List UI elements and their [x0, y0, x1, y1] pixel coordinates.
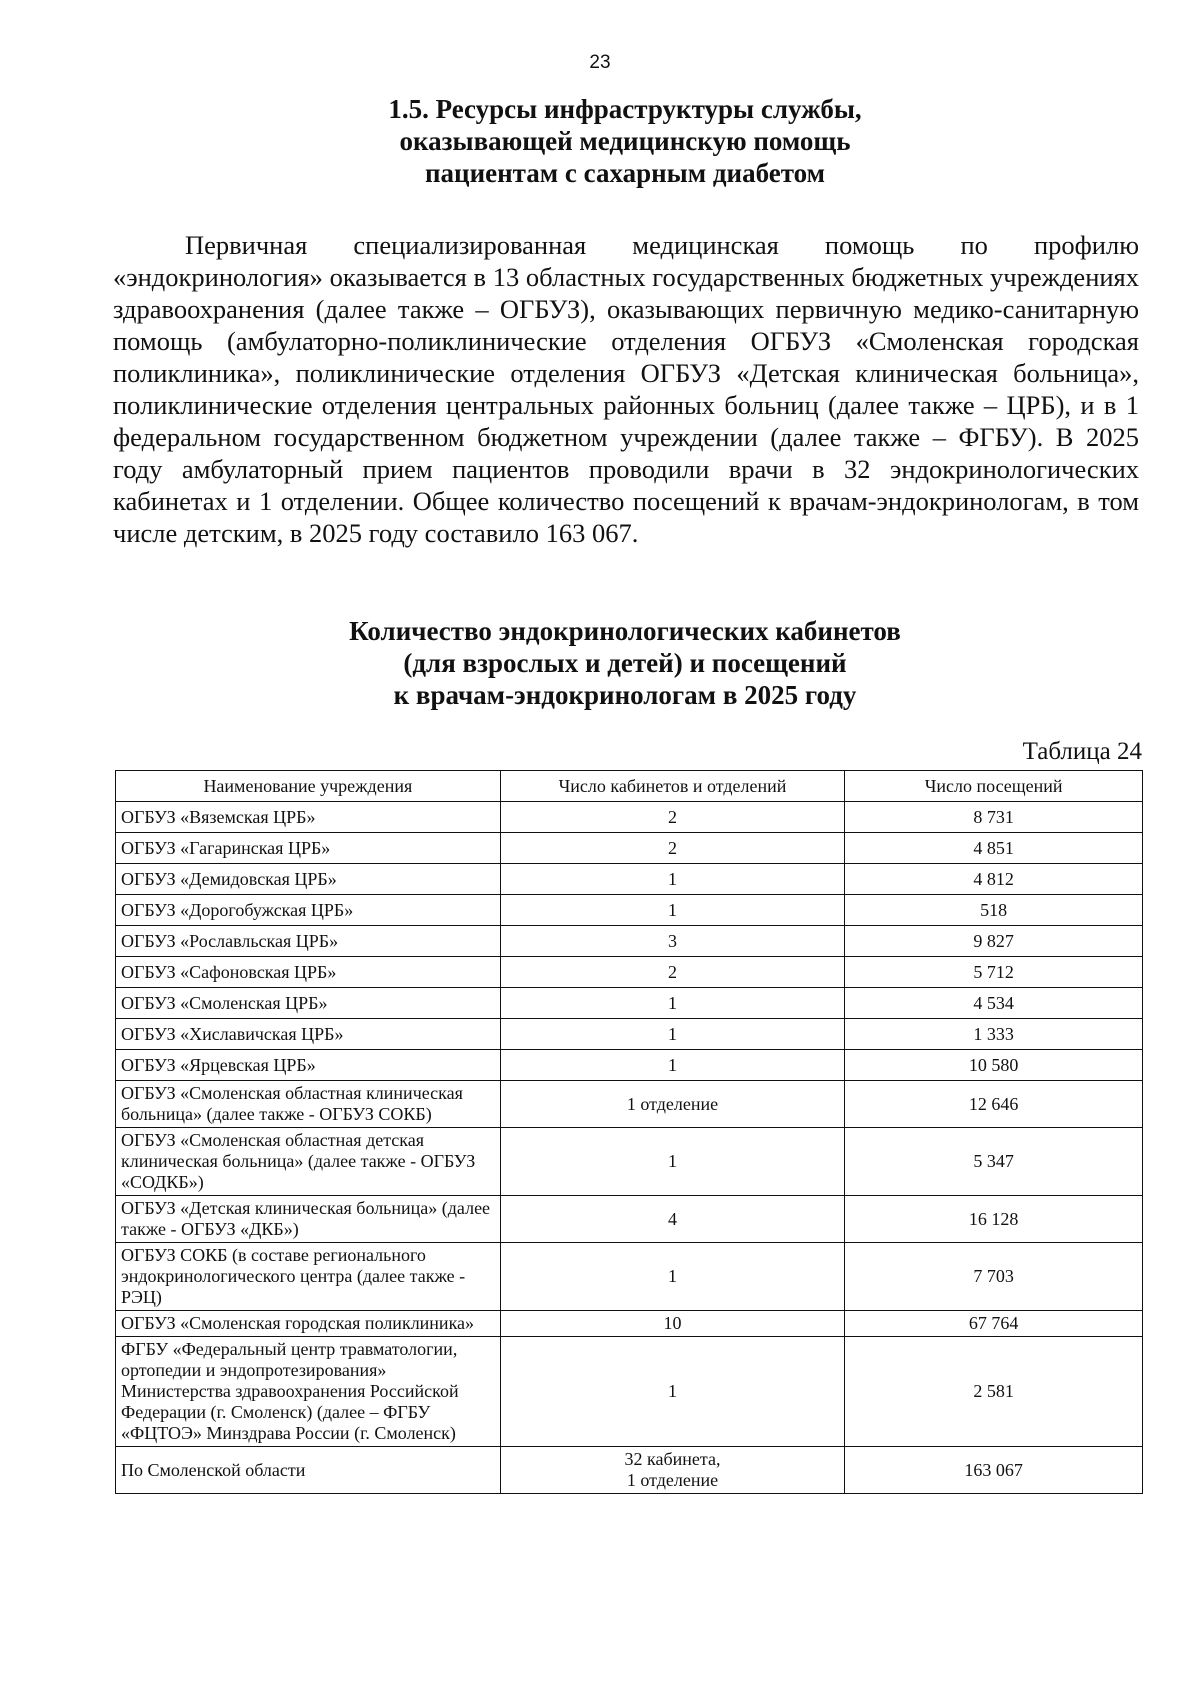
- body-paragraph: Первичная специализированная медицинская помощь по профилю «эндокринология» оказывается в 13 областных государственных бюджетных учреждениях здравоохранения (далее также – ОГБУЗ), оказывающих первичную медико-санитарную помощь (амбулаторно-поликлинические отделения ОГБУЗ «Смоленская городская поликлиника», поликлинические отделения ОГБУЗ «Детская клиническая больница», поликлинические отделения центральных районных больниц (далее также – ЦРБ), и в 1 федеральном государственном бюджетном учреждении (далее также – ФГБУ). В 2025 году амбулаторный прием пациентов проводили врачи в 32 эндокринологических кабинетах и 1 отделении. Общее количество посещений к врачам-эндокринологам, в том числе детским, в 2025 году составило 163 067.: [113, 230, 1139, 548]
- visits-count: 8 731: [845, 802, 1143, 833]
- table-header-row: [116, 771, 1143, 802]
- institution-name: ОГБУЗ «Смоленская областная клиническая больница» (далее также - ОГБУЗ СОКБ): [116, 1081, 501, 1128]
- institution-name: ОГБУЗ «Смоленская городская поликлиника»: [116, 1311, 501, 1337]
- institution-name: ОГБУЗ «Рославльская ЦРБ»: [116, 926, 501, 957]
- total-visits: 163 067: [845, 1447, 1143, 1494]
- total-label: По Смоленской области: [116, 1447, 501, 1494]
- institution-name: ОГБУЗ «Вяземская ЦРБ»: [116, 802, 501, 833]
- total-rooms: [500, 1447, 845, 1494]
- page-number: 23: [589, 52, 611, 73]
- header-rooms: Число кабинетов и отделений: [500, 771, 845, 802]
- table-label: Таблица 24: [1022, 738, 1142, 765]
- table-title-line-2: (для взрослых и детей) и посещений: [403, 648, 847, 678]
- table-title-line-3: к врачам-эндокринологам в 2025 году: [393, 680, 857, 710]
- table-row: [116, 1050, 1143, 1081]
- institution-name: ОГБУЗ «Демидовская ЦРБ»: [116, 864, 501, 895]
- section-title: [150, 93, 1100, 189]
- table-row: [116, 895, 1143, 926]
- table-row: [116, 1128, 1143, 1196]
- table-title: [150, 615, 1100, 711]
- visits-count: 5 712: [845, 957, 1143, 988]
- table-row: [116, 957, 1143, 988]
- visits-count: 16 128: [845, 1196, 1143, 1243]
- table-row: [116, 802, 1143, 833]
- visits-count: 2 581: [845, 1337, 1143, 1447]
- section-title-line-1: 1.5. Ресурсы инфраструктуры службы,: [388, 94, 862, 124]
- visits-count: 10 580: [845, 1050, 1143, 1081]
- table-row: [116, 1311, 1143, 1337]
- rooms-count: 10: [500, 1311, 845, 1337]
- institution-name: ОГБУЗ «Смоленская областная детская клиническая больница» (далее также - ОГБУЗ «СОДКБ»): [116, 1128, 501, 1196]
- rooms-count: 1: [500, 1337, 845, 1447]
- institution-name: ОГБУЗ СОКБ (в составе регионального эндокринологического центра (далее также - РЭЦ): [116, 1243, 501, 1311]
- rooms-count: 1: [500, 1050, 845, 1081]
- rooms-count: 1: [500, 1128, 845, 1196]
- total-rooms-line-2: 1 отделение: [626, 1470, 719, 1490]
- institution-name: ОГБУЗ «Сафоновская ЦРБ»: [116, 957, 501, 988]
- data-table: [115, 770, 1143, 1494]
- table-total-row: [116, 1447, 1143, 1494]
- rooms-count: 1: [500, 988, 845, 1019]
- visits-count: 4 812: [845, 864, 1143, 895]
- rooms-count: 1: [500, 1243, 845, 1311]
- institution-name: ОГБУЗ «Дорогобужская ЦРБ»: [116, 895, 501, 926]
- institution-name: ОГБУЗ «Гагаринская ЦРБ»: [116, 833, 501, 864]
- visits-count: 67 764: [845, 1311, 1143, 1337]
- visits-count: 12 646: [845, 1081, 1143, 1128]
- header-institution: Наименование учреждения: [116, 771, 501, 802]
- visits-count: 1 333: [845, 1019, 1143, 1050]
- institution-name: ФГБУ «Федеральный центр травматологии, ортопедии и эндопротезирования» Министерства здравоохранения Российской Федерации (г. Смоленск) (далее – ФГБУ «ФЦТОЭ» Минздрава России (г. Смоленск): [116, 1337, 501, 1447]
- table-row: [116, 1081, 1143, 1128]
- table-row: [116, 1337, 1143, 1447]
- visits-count: 4 534: [845, 988, 1143, 1019]
- table-row: [116, 926, 1143, 957]
- table-row: [116, 1019, 1143, 1050]
- section-title-line-3: пациентам с сахарным диабетом: [424, 158, 826, 188]
- table-row: [116, 833, 1143, 864]
- rooms-count: 4: [500, 1196, 845, 1243]
- section-title-line-2: оказывающей медицинскую помощь: [399, 126, 851, 156]
- table-row: [116, 988, 1143, 1019]
- visits-count: 7 703: [845, 1243, 1143, 1311]
- table-row: [116, 1196, 1143, 1243]
- rooms-count: 2: [500, 957, 845, 988]
- rooms-count: 1: [500, 895, 845, 926]
- institution-name: ОГБУЗ «Ярцевская ЦРБ»: [116, 1050, 501, 1081]
- institution-name: ОГБУЗ «Смоленская ЦРБ»: [116, 988, 501, 1019]
- rooms-count: 1: [500, 1019, 845, 1050]
- rooms-count: 2: [500, 802, 845, 833]
- visits-count: 4 851: [845, 833, 1143, 864]
- table-row: [116, 864, 1143, 895]
- institution-name: ОГБУЗ «Детская клиническая больница» (далее также - ОГБУЗ «ДКБ»): [116, 1196, 501, 1243]
- visits-count: 5 347: [845, 1128, 1143, 1196]
- rooms-count: 1: [500, 864, 845, 895]
- total-rooms-line-1: 32 кабинета,: [624, 1449, 721, 1469]
- visits-count: 518: [845, 895, 1143, 926]
- header-visits: Число посещений: [845, 771, 1143, 802]
- rooms-count: 1 отделение: [500, 1081, 845, 1128]
- table-title-line-1: Количество эндокринологических кабинетов: [349, 616, 901, 646]
- visits-count: 9 827: [845, 926, 1143, 957]
- institution-name: ОГБУЗ «Хиславичская ЦРБ»: [116, 1019, 501, 1050]
- rooms-count: 3: [500, 926, 845, 957]
- rooms-count: 2: [500, 833, 845, 864]
- table-row: [116, 1243, 1143, 1311]
